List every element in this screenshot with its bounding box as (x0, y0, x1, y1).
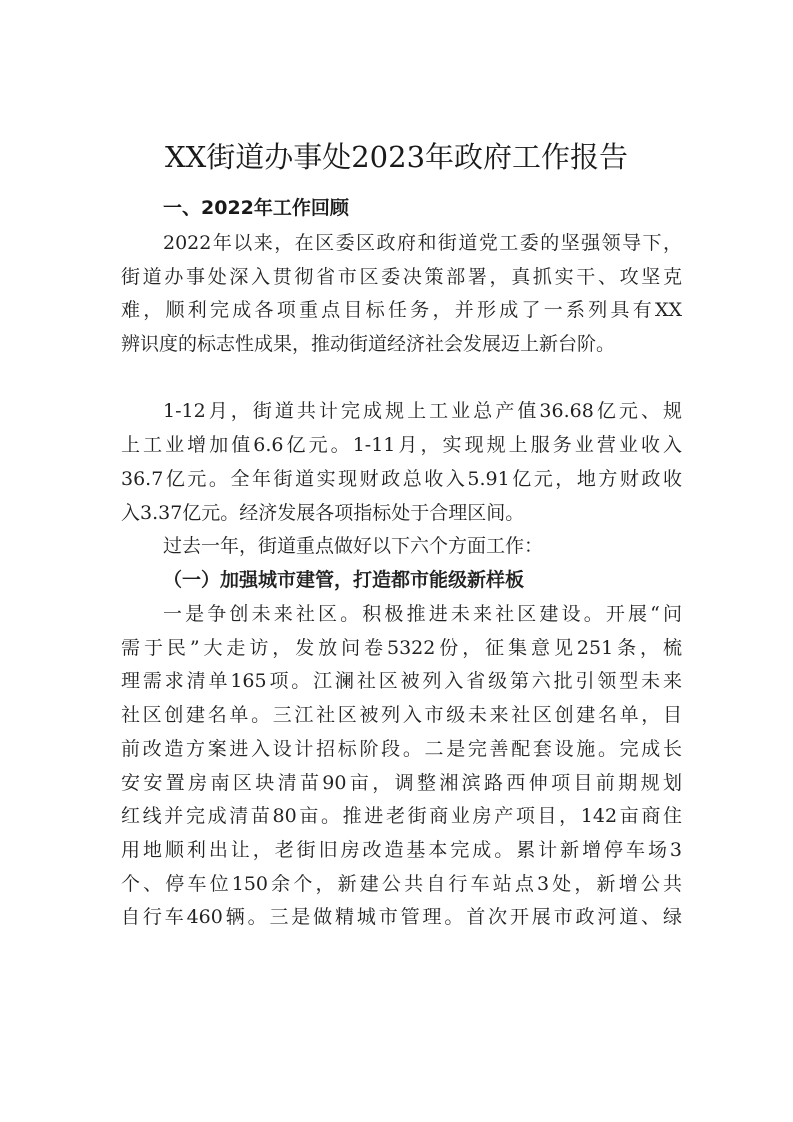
paragraph-line: 安安置房南区块清苗90亩，调整湘滨路西伸项目前期规划 (121, 772, 682, 794)
paragraph-line: 2022年以来，在区委区政府和街道党工委的坚强领导下， (163, 232, 682, 254)
paragraph-line: 1-12月，街道共计完成规上工业总产值36.68亿元、规 (163, 400, 682, 422)
paragraph-line: 一是争创未来社区。积极推进未来社区建设。开展“问 (163, 603, 682, 625)
paragraph-line: 前改造方案进入设计招标阶段。二是完善配套设施。完成长 (121, 738, 682, 760)
paragraph-line: 36.7亿元。全年街道实现财政总收入5.91亿元，地方财政收 (121, 468, 682, 490)
paragraph-line: 社区创建名单。三江社区被列入市级未来社区创建名单，目 (121, 704, 682, 726)
paragraph-line: 过去一年，街道重点做好以下六个方面工作： (163, 535, 544, 557)
paragraph-line: 红线并完成清苗80亩。推进老街商业房产项目，142亩商住 (121, 805, 682, 827)
paragraph-line: 上工业增加值6.6亿元。1-11月，实现规上服务业营业收入 (121, 434, 682, 456)
paragraph-line: 辨识度的标志性成果，推动街道经济社会发展迈上新台阶。 (121, 333, 616, 355)
document-title: XX街道办事处2023年政府工作报告 (164, 140, 629, 174)
subsection-heading: （一）加强城市建管，打造都市能级新样板 (163, 569, 525, 591)
paragraph-line: 用地顺利出让，老街旧房改造基本完成。累计新增停车场3 (121, 839, 682, 861)
paragraph-line: 街道办事处深入贯彻省市区委决策部署，真抓实干、攻坚克 (121, 266, 682, 288)
paragraph-line: 难，顺利完成各项重点目标任务，并形成了一系列具有XX (121, 299, 682, 321)
paragraph-line: 个、停车位150余个，新建公共自行车站点3处，新增公共 (121, 873, 682, 895)
paragraph-line: 理需求清单165项。江澜社区被列入省级第六批引领型未来 (121, 670, 682, 692)
paragraph-line: 需于民”大走访，发放问卷5322份，征集意见251条，梳 (121, 637, 682, 659)
paragraph-line: 入3.37亿元。经济发展各项指标处于合理区间。 (121, 502, 525, 524)
paragraph-line: 自行车460辆。三是做精城市管理。首次开展市政河道、绿 (121, 906, 682, 928)
section-heading: 一、2022年工作回顾 (163, 197, 349, 219)
